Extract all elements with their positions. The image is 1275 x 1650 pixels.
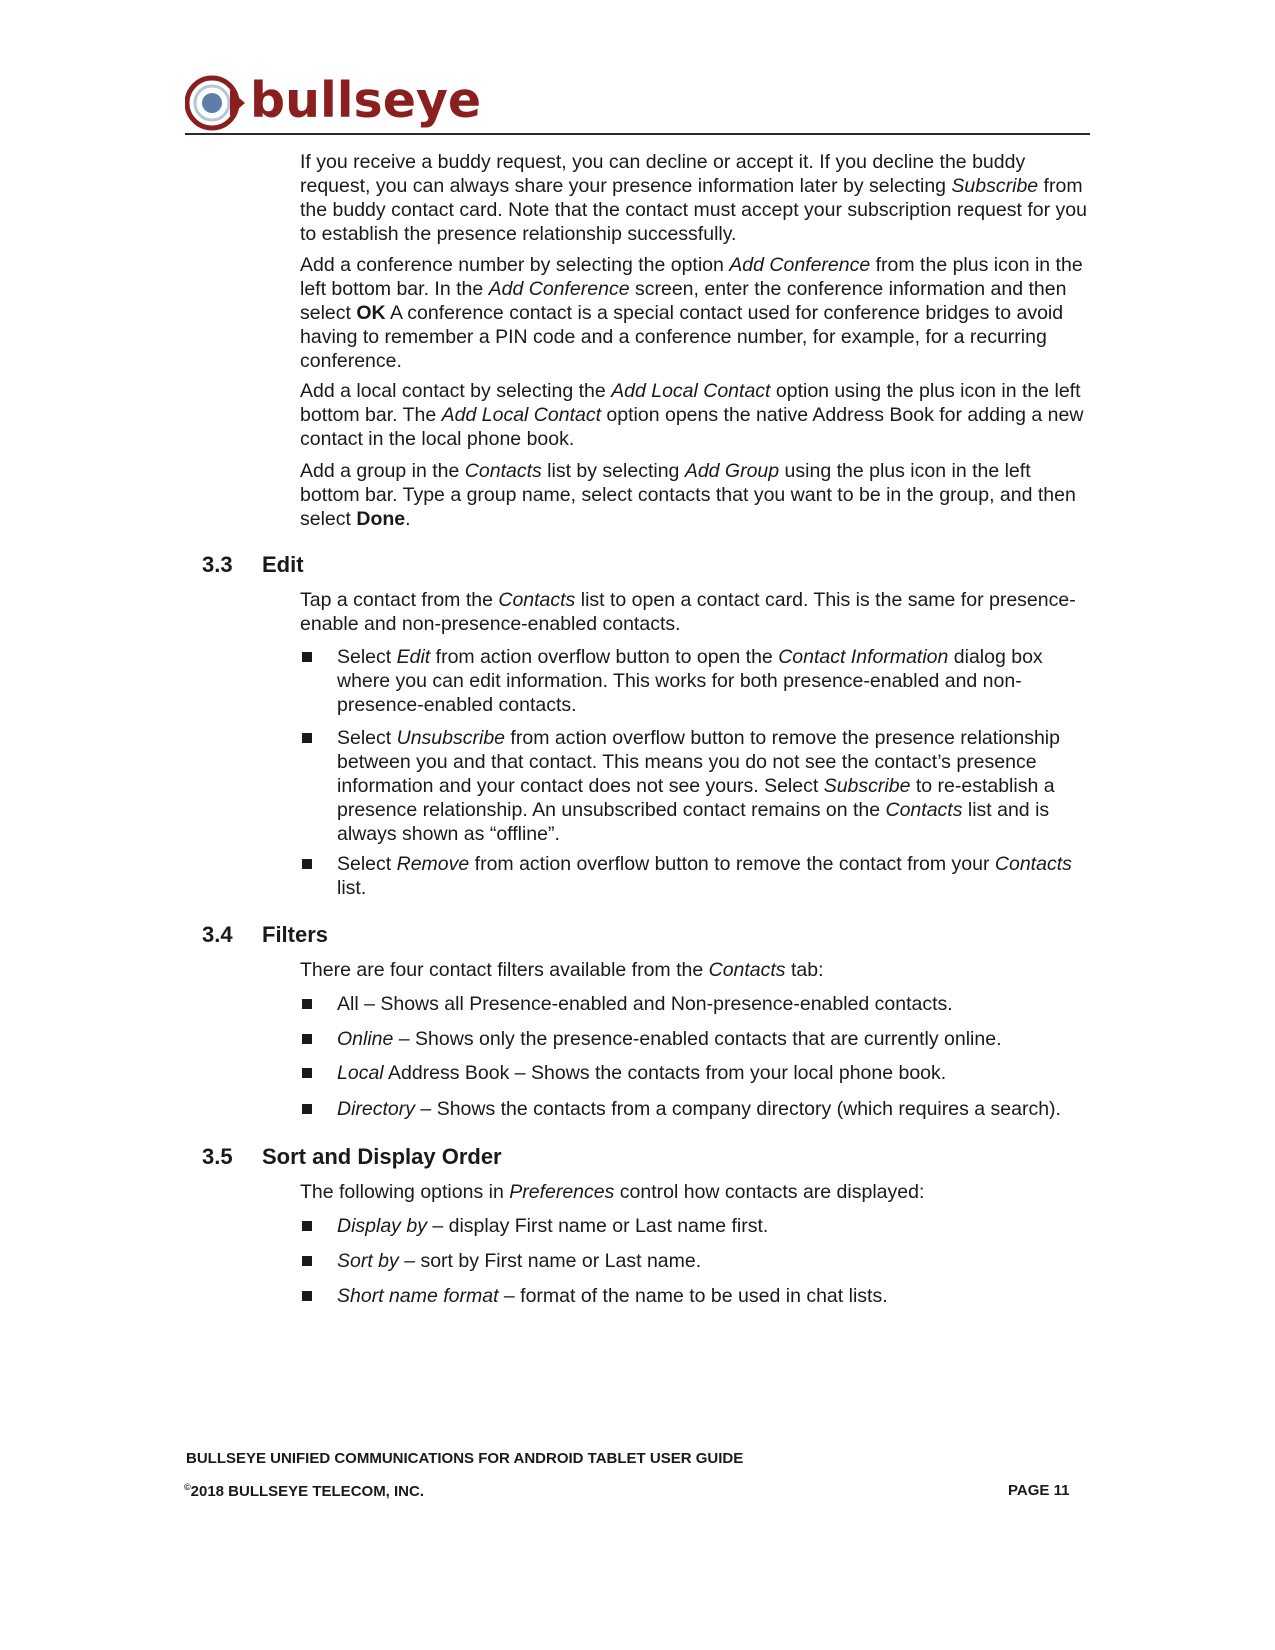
bullet-marker (302, 652, 312, 662)
paragraph: There are four contact filters available from the Contacts tab: (300, 959, 824, 981)
footer-guide-title: BULLSEYE UNIFIED COMMUNICATIONS FOR ANDROID TABLET USER GUIDE (186, 1450, 744, 1467)
emphasis: Contacts (994, 853, 1072, 875)
emphasis: Add Conference (488, 278, 630, 300)
emphasis: Local (337, 1062, 384, 1084)
emphasis: Contacts (708, 959, 786, 981)
emphasis: Add Local Contact (441, 404, 602, 426)
emphasis: Unsubscribe (396, 727, 506, 749)
paragraph: Tap a contact from the Contacts list to open a contact card. This is the same for presence-enable and non-presence-enabled contacts. (300, 589, 1076, 635)
copyright-text: 2018 BULLSEYE TELECOM, INC. (190, 1483, 425, 1500)
bullet-marker (302, 1291, 312, 1301)
footer-page-number: PAGE 11 (1008, 1482, 1070, 1499)
bullseye-target-icon (185, 72, 247, 134)
emphasis: Subscribe (823, 775, 911, 797)
list-item: Short name format – format of the name to be used in chat lists. (337, 1285, 888, 1307)
section-number: 3.4 (202, 922, 233, 947)
emphasis: Remove (396, 853, 470, 875)
emphasis: Add Conference (729, 254, 871, 276)
emphasis: Contacts (464, 460, 542, 482)
bullet-marker (302, 1256, 312, 1266)
section-number: 3.3 (202, 552, 233, 577)
bullet-marker (302, 1034, 312, 1044)
list-item: Local Address Book – Shows the contacts from your local phone book. (337, 1062, 947, 1084)
list-item: Select Remove from action overflow button to remove the contact from your Contacts list. (337, 853, 1072, 899)
header-rule (185, 133, 1090, 135)
emphasis: Sort by (337, 1250, 399, 1272)
emphasis: Directory (337, 1098, 416, 1120)
list-item: Sort by – sort by First name or Last name. (337, 1250, 702, 1272)
copyright-symbol: © (184, 1482, 191, 1492)
section-heading: Sort and Display Order (262, 1144, 502, 1169)
bullet-marker (302, 1221, 312, 1231)
section-number: 3.5 (202, 1144, 233, 1169)
list-item: Directory – Shows the contacts from a company directory (which requires a search). (337, 1098, 1061, 1120)
emphasis: Contacts (498, 589, 576, 611)
list-item: Select Unsubscribe from action overflow button to remove the presence relationship between you and that contact. This means you do not see the contact’s presence information and your contact does not see yours. Select Subscribe to re-establish a presence relationship. An unsubscribed contact remains on the Contacts list and is always shown as “offline”. (337, 727, 1060, 845)
emphasis: Online (337, 1028, 394, 1050)
emphasis: Edit (396, 646, 431, 668)
bold-text: Done (356, 508, 406, 530)
emphasis: Contact Information (778, 646, 949, 668)
emphasis: Add Group (684, 460, 780, 482)
paragraph: The following options in Preferences control how contacts are displayed: (300, 1181, 925, 1203)
section-heading: Edit (262, 552, 304, 577)
bullet-marker (302, 859, 312, 869)
bullseye-logo (185, 73, 481, 133)
list-item: Online – Shows only the presence-enabled contacts that are currently online. (337, 1028, 1002, 1050)
paragraph: Add a local contact by selecting the Add Local Contact option using the plus icon in the left bottom bar. The Add Local Contact option opens the native Address Book for adding a new contact in the local phone book. (300, 380, 1084, 450)
emphasis: Add Local Contact (611, 380, 771, 402)
bullet-marker (302, 999, 312, 1009)
bullet-marker (302, 733, 312, 743)
list-item: Select Edit from action overflow button to open the Contact Information dialog box where you can edit information. This works for both presence-enabled and non-presence-enabled contacts. (337, 646, 1043, 716)
bullet-marker (302, 1068, 312, 1078)
bullet-marker (302, 1104, 312, 1114)
emphasis: Contacts (885, 799, 963, 821)
bold-text: OK (356, 302, 386, 324)
logo-wordmark: bullseye (250, 71, 482, 129)
list-item: Display by – display First name or Last name first. (337, 1215, 769, 1237)
section-heading: Filters (262, 922, 329, 947)
list-item: All – Shows all Presence-enabled and Non-presence-enabled contacts. (337, 993, 953, 1015)
emphasis: Preferences (509, 1181, 615, 1203)
paragraph: If you receive a buddy request, you can decline or accept it. If you decline the buddy request, you can always share your presence information later by selecting Subscribe from the buddy contact card. Note that the contact must accept your subscription request for you to establish the presence relationship successfully. (300, 151, 1087, 245)
paragraph: Add a conference number by selecting the option Add Conference from the plus icon in the left bottom bar. In the Add Conference screen, enter the conference information and then select OK A conference contact is a special contact used for conference bridges to avoid having to remember a PIN code and a conference number, for example, for a recurring conference. (300, 254, 1083, 372)
emphasis: Display by (337, 1215, 427, 1237)
emphasis: Subscribe (951, 175, 1039, 197)
footer-copyright (184, 1482, 424, 1500)
emphasis: Short name format (337, 1285, 499, 1307)
paragraph: Add a group in the Contacts list by selecting Add Group using the plus icon in the left bottom bar. Type a group name, select contacts that you want to be in the group, and then select Done. (300, 460, 1076, 530)
